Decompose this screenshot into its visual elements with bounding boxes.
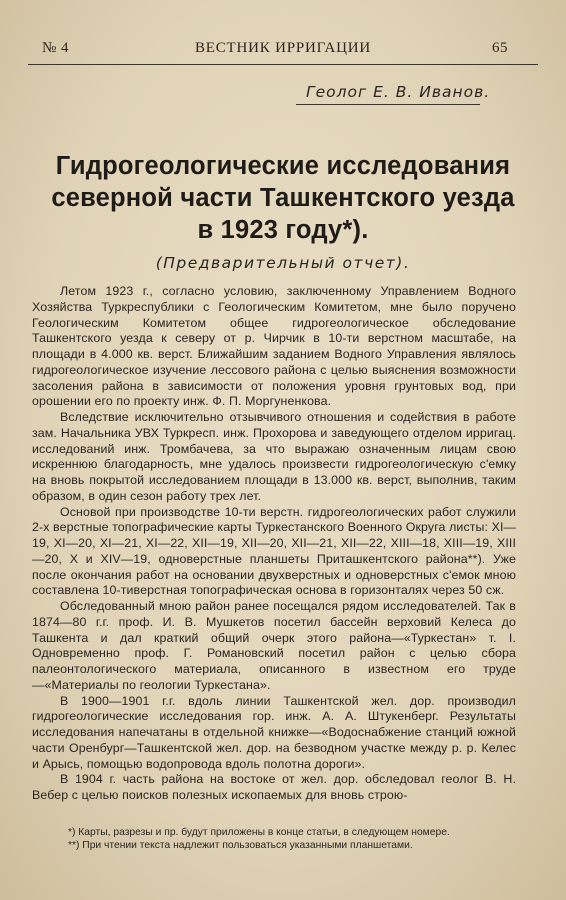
header-rule xyxy=(28,64,538,65)
body-paragraph: В 1900—1901 г.г. вдоль линии Ташкентской жел. дор. производил гидрогеологические исследования гор. инж. А. А. Штукенберг. Результаты исследования напечатаны в отдельной книжке—«Водоснабжение станций южной части Оренбург—Ташкентской жел. дор. на безводном участке между р. р. Келес и Арысь, помощью водопровода вдоль полотна дороги». xyxy=(32,693,516,771)
footnote: *) Карты, разрезы и пр. будут приложены в конце статьи, в следующем номере. xyxy=(68,827,450,838)
issue-number: № 4 xyxy=(42,40,70,56)
page-number: 65 xyxy=(492,40,508,56)
article-body xyxy=(32,284,516,804)
body-paragraph: Основой при производстве 10-ти верстн. гидрогеологических работ служили 2-х верстные топографические карты Туркестанского Военного Округа листы: XI—19, XI—20, XI—21, XI—22, XII—19, XII—20, XII—21, XII—22, XIII—18, XIII—19, XIII—20, X и XIV—19, одноверстные планшеты Приташкентского района**). Уже после окончания работ на основании двухверстных и одноверстных с'емок мною составлена 10-тиверстная топографическая основа в горизонталях через 50 сж. xyxy=(32,504,516,598)
body-paragraph: В 1904 г. часть района на востоке от жел. дор. обследовал геолог В. Н. Вебер с целью поисков полезных ископаемых для вновь строю- xyxy=(32,772,516,802)
body-paragraph: Летом 1923 г., согласно условию, заключенному Управлением Водного Хозяйства Туркреспублики с Геологическим Комитетом, мне было поручено Геологическим Комитетом общее гидрогеологическое обследование Ташкентского уезда к северу от р. Чирчик в 10-ти верстном масштабе, на площади в 4.000 кв. верст. Ближайшим заданием Водного Управления являлось гидрогеологическое изучение лессового района с целью выяснения возможности засоления района в зависимости от положения уровня грунтовых вод, при орошении его по проекту инж. Ф. П. Моргуненкова. xyxy=(32,284,516,409)
article-title xyxy=(20,150,546,246)
running-head xyxy=(30,40,536,60)
footnote: **) При чтении текста надлежит пользоваться указанными планшетами. xyxy=(68,840,413,851)
footnotes xyxy=(32,826,516,852)
journal-title: ВЕСТНИК ИРРИГАЦИИ xyxy=(194,40,372,56)
body-paragraph: Обследованный мною район ранее посещался рядом исследователей. Так в 1874—80 г.г. проф. И. В. Мушкетов посетил бассейн верховий Келеса до Ташкента и дал краткий общий очерк этого района—«Туркестан» т. I. Одновременно проф. Г. Романовский посетил район с целью сбора палеонтологического материала, описанного в известном его труде—«Материалы по геологии Туркестана». xyxy=(32,599,516,692)
title-line: в 1923 году*). xyxy=(197,216,369,244)
article-author: Геолог Е. В. Иванов. xyxy=(306,83,491,101)
body-paragraph: Вследствие исключительно отзывчивого отношения и содействия в работе зам. Начальника УВХ Туркресп. инж. Прохорова и заведующего отделом ирригац. исследований инж. Тромбачева, за что выражаю означенным лицам свою искреннюю благодарность, мне удалось произвести гидрогеологическую с'емку на вновь покрытой исследованием площади в 13.000 кв. верст, выполнив, таким образом, в один сезон работу трех лет. xyxy=(32,410,516,503)
author-underline xyxy=(296,104,480,105)
title-line: северной части Ташкентского уезда xyxy=(51,184,515,212)
title-line: Гидрогеологические исследования xyxy=(55,152,511,180)
article-subtitle: (Предварительный отчет). xyxy=(155,254,411,272)
